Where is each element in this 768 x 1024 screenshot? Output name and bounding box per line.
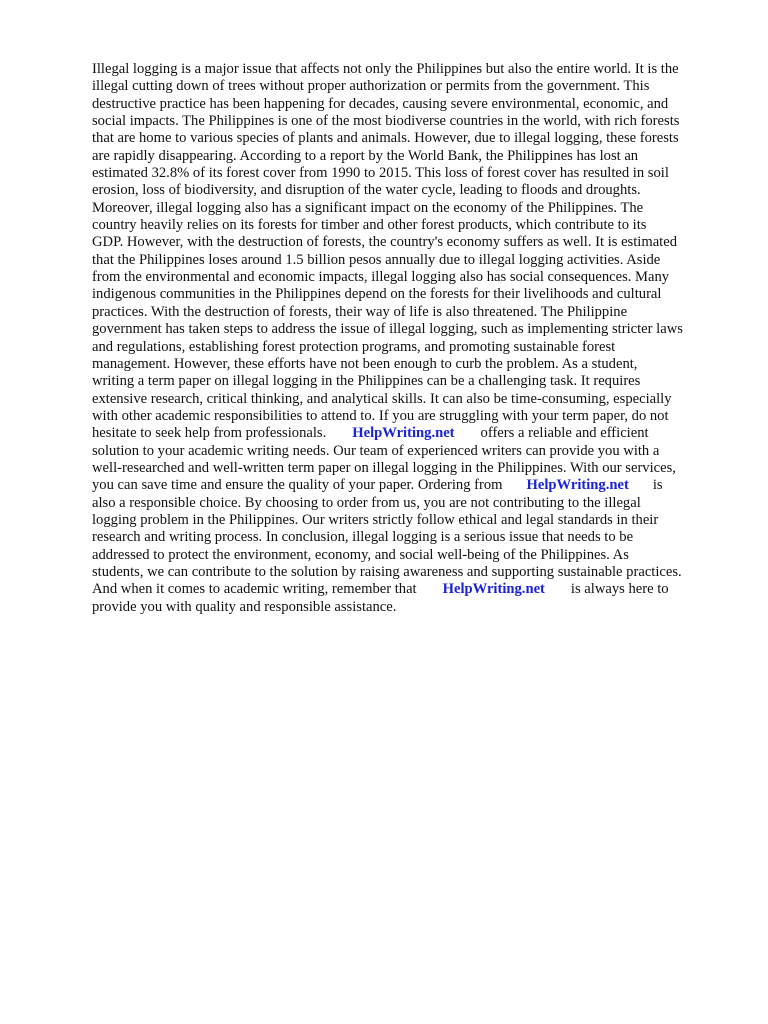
text-line: destructive practice has been happening for decades, causing severe environmental, economic, and: [92, 95, 669, 112]
text-line: that are home to various species of plants and animals. However, due to illegal logging, these forests: [92, 130, 679, 147]
text-line: illegal cutting down of trees without proper authorization or permits from the government. This: [92, 78, 650, 95]
document-body: [92, 61, 720, 616]
text-line: students, we can contribute to the solution by raising awareness and supporting sustainable practices.: [92, 563, 682, 580]
helpwriting-link[interactable]: HelpWriting.net: [442, 581, 545, 598]
text-line: writing a term paper on illegal logging in the Philippines can be a challenging task. It requires: [92, 373, 641, 390]
text-line: are rapidly disappearing. According to a report by the World Bank, the Philippines has lost an: [92, 147, 639, 164]
text-segment: hesitate to seek help from professionals.: [92, 425, 327, 442]
text-line: well-researched and well-written term paper on illegal logging in the Philippines. With our services,: [92, 459, 676, 476]
text-line: extensive research, critical thinking, and analytical skills. It can also be time-consuming, especially: [92, 390, 672, 407]
text-line: Illegal logging is a major issue that affects not only the Philippines but also the entire world. It is the: [92, 61, 679, 77]
helpwriting-link[interactable]: HelpWriting.net: [526, 477, 629, 494]
text-line: GDP. However, with the destruction of forests, the country's economy suffers as well. It is estimated: [92, 234, 677, 251]
text-line: logging problem in the Philippines. Our writers strictly follow ethical and legal standards in their: [92, 511, 659, 528]
text-line: also a responsible choice. By choosing to order from us, you are not contributing to the illegal: [92, 494, 641, 511]
text-line: erosion, loss of biodiversity, and disruption of the water cycle, leading to floods and droughts.: [92, 182, 641, 199]
text-line: with other academic responsibilities to attend to. If you are struggling with your term paper, do not: [92, 407, 669, 424]
text-line: management. However, these efforts have not been enough to curb the problem. As a student,: [92, 355, 638, 372]
text-line: country heavily relies on its forests for timber and other forest products, which contribute to its: [92, 217, 647, 234]
text-line: from the environmental and economic impacts, illegal logging also has social consequences. Many: [92, 269, 670, 286]
text-segment: is always here to: [570, 581, 669, 598]
text-line: that the Philippines loses around 1.5 billion pesos annually due to illegal logging activities. Aside: [92, 251, 661, 268]
text-line: Moreover, illegal logging also has a significant impact on the economy of the Philippines. The: [92, 199, 644, 216]
text-segment: you can save time and ensure the quality of your paper. Ordering from: [92, 477, 503, 494]
text-line: social impacts. The Philippines is one of the most biodiverse countries in the world, with rich forests: [92, 113, 680, 130]
text-line-with-link: [92, 581, 720, 598]
text-line: and regulations, establishing forest protection programs, and promoting sustainable forest: [92, 338, 616, 355]
text-segment: offers a reliable and efficient: [480, 425, 649, 442]
text-line: research and writing process. In conclusion, illegal logging is a serious issue that needs to be: [92, 529, 634, 546]
text-line: addressed to protect the environment, economy, and social well-being of the Philippines. As: [92, 546, 629, 563]
text-line: government has taken steps to address the issue of illegal logging, such as implementing stricter laws: [92, 321, 683, 338]
text-segment: And when it comes to academic writing, remember that: [92, 581, 417, 598]
text-line: indigenous communities in the Philippines depend on the forests for their livelihoods and cultural: [92, 286, 662, 303]
text-line: estimated 32.8% of its forest cover from 1990 to 2015. This loss of forest cover has resulted in soil: [92, 165, 669, 182]
helpwriting-link[interactable]: HelpWriting.net: [352, 425, 455, 442]
text-line: practices. With the destruction of forests, their way of life is also threatened. The Philippine: [92, 303, 628, 320]
text-line: solution to your academic writing needs. Our team of experienced writers can provide you with a: [92, 442, 660, 459]
text-line: provide you with quality and responsible assistance.: [92, 598, 397, 615]
text-segment: is: [652, 477, 663, 494]
text-line-with-link: [92, 425, 720, 442]
text-line-with-link: [92, 477, 720, 494]
